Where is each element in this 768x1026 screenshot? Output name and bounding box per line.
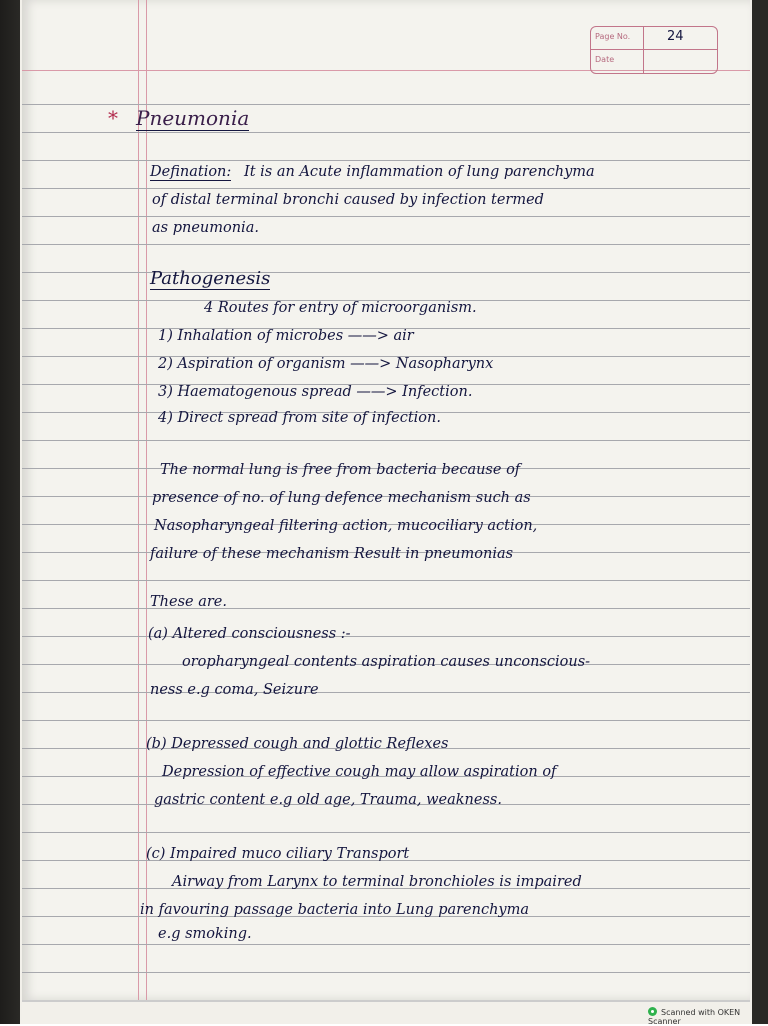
section-b-heading: (b) Depressed cough and glottic Reflexes [146,736,449,752]
ruled-line [22,580,750,581]
normal-lung-line-1: The normal lung is free from bacteria because of [160,462,521,478]
normal-lung-line-5: These are. [150,594,227,610]
date-row [591,50,717,72]
margin-line-left [138,0,139,1000]
ruled-line [22,944,750,945]
ruled-line [22,440,750,441]
section-a-heading: (a) Altered consciousness :- [148,626,351,642]
page-box-divider [643,27,644,73]
ruled-line [22,972,750,973]
definition-label: Defination: [150,164,232,180]
ruled-line [22,188,750,189]
ruled-line [22,832,750,833]
scanner-text: Scanned with OKEN Scanner [648,1008,741,1026]
route-1: 1) Inhalation of microbes ——> air [158,328,414,344]
scanner-watermark [648,1007,768,1026]
ruled-line [22,636,750,637]
pathogenesis-intro: 4 Routes for entry of microorganism. [204,300,477,316]
normal-lung-line-4: failure of these mechanism Result in pneumonias [150,546,514,562]
page-number: 24 [667,29,684,44]
route-3: 3) Haematogenous spread ——> Infection. [158,384,473,400]
normal-lung-line-3: Nasopharyngeal filtering action, mucociliary action, [154,518,538,534]
ruled-line [22,692,750,693]
page-no-row [591,27,717,50]
notebook-page [22,0,750,1002]
date-label: Date [595,55,615,64]
ruled-line [22,244,750,245]
section-c-line-3: e.g smoking. [158,926,252,942]
ruled-line [22,216,750,217]
section-c-line-1: Airway from Larynx to terminal bronchioles is impaired [172,874,582,890]
route-4: 4) Direct spread from site of infection. [158,410,441,426]
page-no-label: Page No. [595,32,631,41]
title-star: * [108,106,118,130]
pathogenesis-heading: Pathogenesis [150,268,271,289]
ruled-line [22,720,750,721]
ruled-line [22,132,750,133]
section-a-line-2: ness e.g coma, Seizure [150,682,319,698]
ruled-line [22,272,750,273]
definition-line-1: It is an Acute inflammation of lung parenchyma [244,164,595,180]
section-c-heading: (c) Impaired muco ciliary Transport [146,846,410,862]
normal-lung-line-2: presence of no. of lung defence mechanism such as [152,490,531,506]
section-b-line-1: Depression of effective cough may allow aspiration of [162,764,557,780]
definition-line-3: as pneumonia. [152,220,259,236]
scanner-logo-icon [648,1007,657,1016]
page-number-box [590,26,718,74]
section-c-line-2: in favouring passage bacteria into Lung parenchyma [140,902,530,918]
route-2: 2) Aspiration of organism ——> Nasopharynx [158,356,494,372]
page-title: Pneumonia [136,106,250,130]
section-a-line-1: oropharyngeal contents aspiration causes unconscious- [182,654,591,670]
section-b-line-2: gastric content e.g old age, Trauma, weakness. [154,792,502,808]
ruled-line [22,608,750,609]
ruled-line [22,104,750,105]
definition-line-2: of distal terminal bronchi caused by infection termed [152,192,544,208]
ruled-line [22,160,750,161]
